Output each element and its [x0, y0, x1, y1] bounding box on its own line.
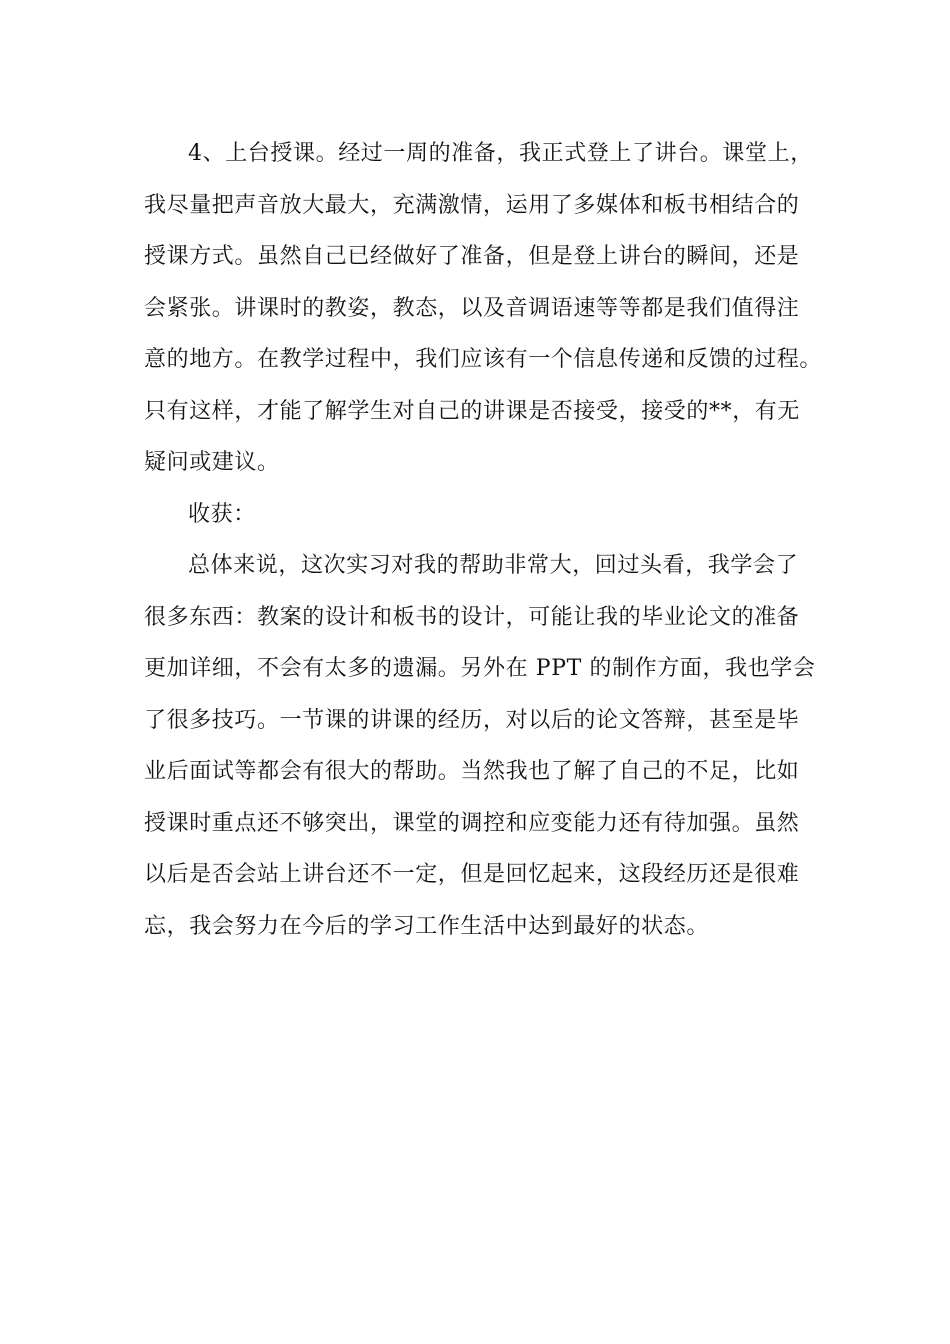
- text-line: 忘，我会努力在今后的学习工作生活中达到最好的状态。: [144, 913, 710, 939]
- text-line: 收获：: [188, 501, 256, 527]
- text-line: 只有这样，才能了解学生对自己的讲课是否接受，接受的**，有无: [144, 398, 801, 424]
- text-line: 授课方式。虽然自己已经做好了准备，但是登上讲台的瞬间，还是: [144, 244, 800, 269]
- text-line: 总体来说，这次实习对我的帮助非常大，回过头看，我学会了: [188, 553, 799, 578]
- text-line: 了很多技巧。一节课的讲课的经历，对以后的论文答辩，甚至是毕: [144, 707, 800, 733]
- section-heading-harvest: [144, 489, 824, 541]
- text-line: 以后是否会站上讲台还不一定，但是回忆起来，这段经历还是很难: [144, 862, 800, 887]
- text-line: 更加详细，不会有太多的遗漏。另外在 PPT 的制作方面，我也学会: [144, 656, 816, 681]
- text-line: 会紧张。讲课时的教姿，教态，以及音调语速等等都是我们值得注: [144, 295, 800, 321]
- text-line: 我尽量把声音放大最大，充满激情，运用了多媒体和板书相结合的: [144, 192, 800, 218]
- text-line: 疑问或建议。: [144, 450, 280, 475]
- text-line: 业后面试等都会有很大的帮助。当然我也了解了自己的不足，比如: [144, 759, 800, 784]
- paragraph-summary: [144, 540, 824, 952]
- text-line: 授课时重点还不够突出，课堂的调控和应变能力还有待加强。虽然: [144, 810, 800, 836]
- document-body: [144, 128, 824, 952]
- text-line: 4、上台授课。经过一周的准备，我正式登上了讲台。课堂上，: [188, 141, 813, 166]
- text-line: 意的地方。在教学过程中，我们应该有一个信息传递和反馈的过程。: [144, 347, 823, 372]
- text-line: 很多东西：教案的设计和板书的设计，可能让我的毕业论文的准备: [144, 604, 800, 630]
- paragraph-teaching: [144, 128, 824, 489]
